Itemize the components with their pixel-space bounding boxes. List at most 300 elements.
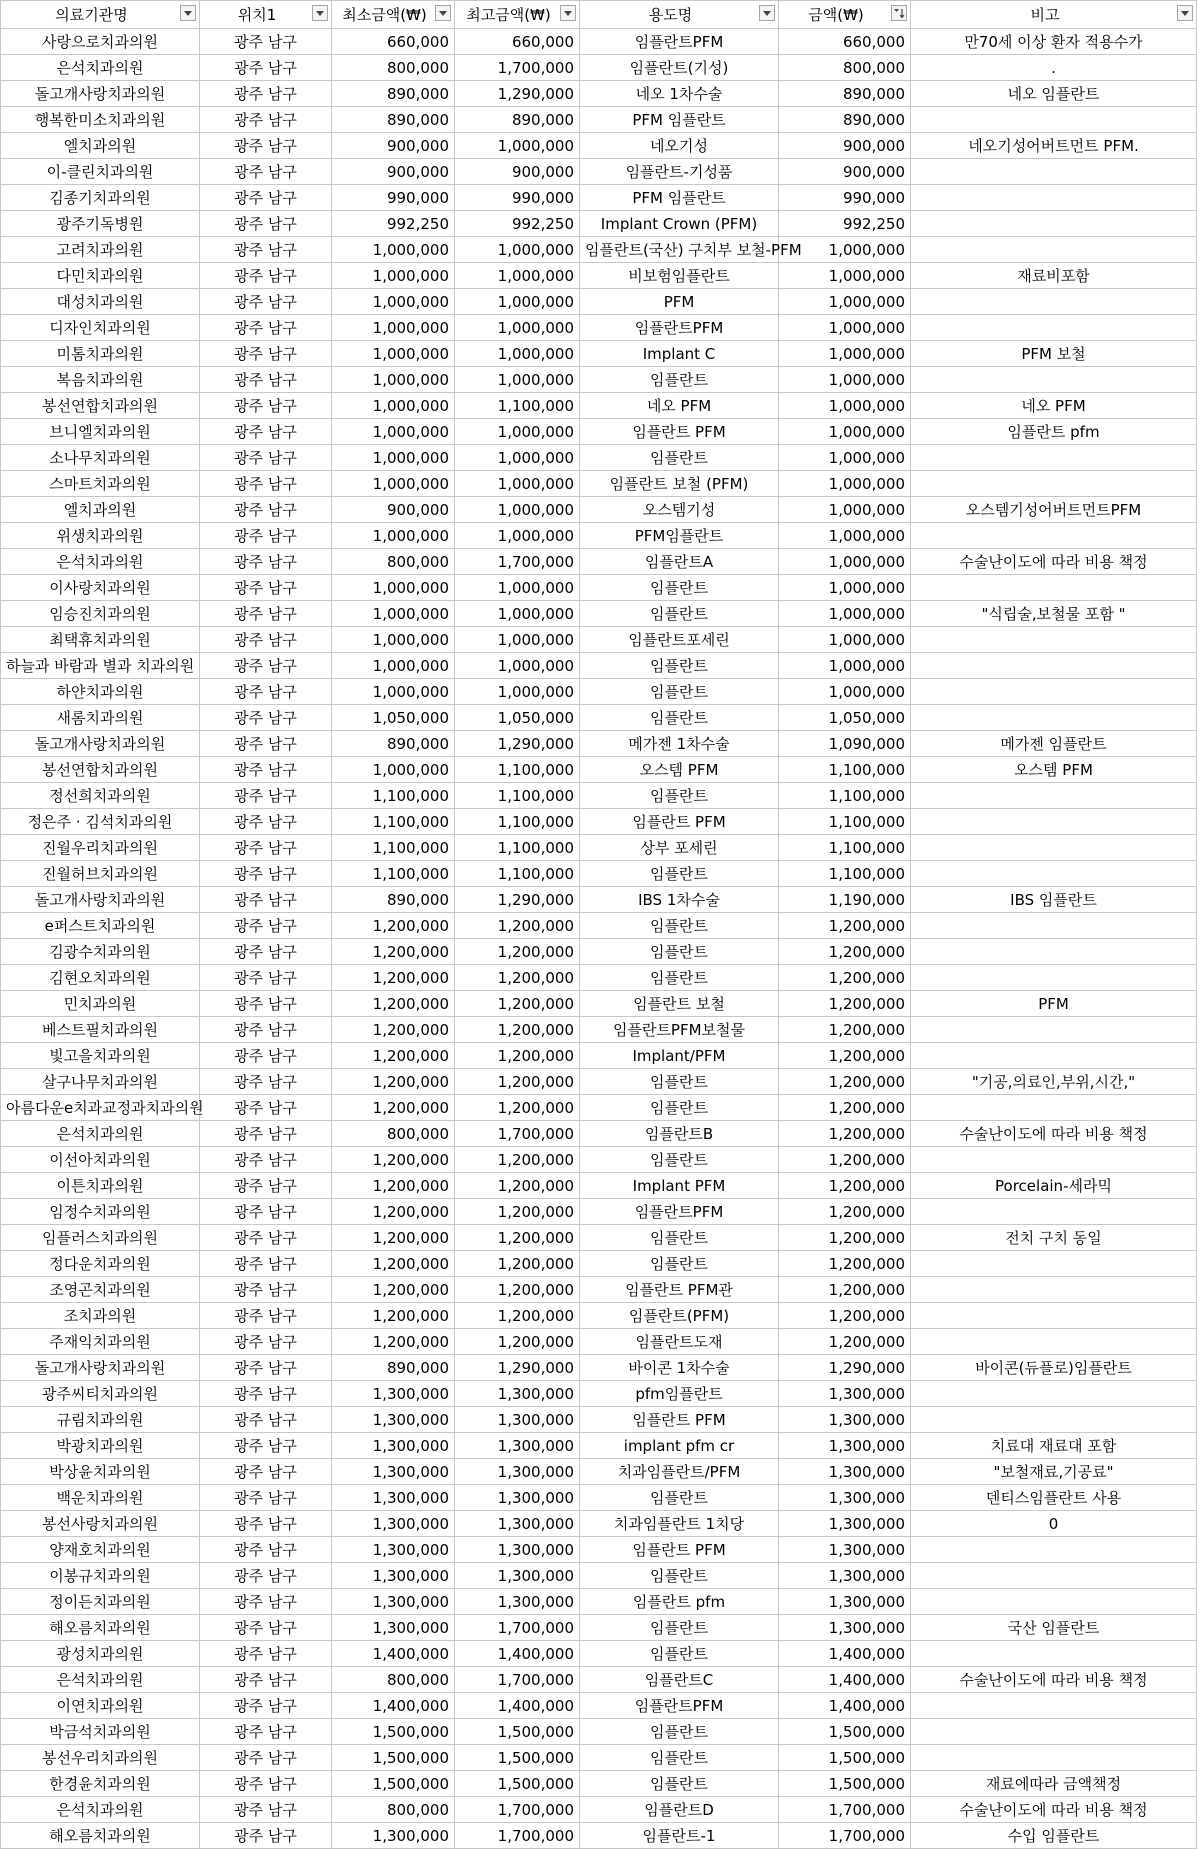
cell-usage[interactable]: 임플란트PFM xyxy=(580,1693,779,1719)
cell-min-price[interactable]: 1,000,000 xyxy=(332,575,455,601)
cell-max-price[interactable]: 1,500,000 xyxy=(455,1771,580,1797)
cell-remarks[interactable] xyxy=(911,913,1197,939)
cell-institution[interactable]: 돌고개사랑치과의원 xyxy=(1,1355,200,1381)
cell-location[interactable]: 광주 남구 xyxy=(200,185,332,211)
cell-usage[interactable]: IBS 1차수술 xyxy=(580,887,779,913)
cell-max-price[interactable]: 1,000,000 xyxy=(455,341,580,367)
column-header-remarks[interactable] xyxy=(911,1,1197,29)
cell-location[interactable]: 광주 남구 xyxy=(200,861,332,887)
cell-usage[interactable]: 바이콘 1차수술 xyxy=(580,1355,779,1381)
cell-max-price[interactable]: 1,000,000 xyxy=(455,653,580,679)
cell-max-price[interactable]: 1,200,000 xyxy=(455,1173,580,1199)
cell-usage[interactable]: 임플란트 xyxy=(580,705,779,731)
cell-usage[interactable]: 임플란트 xyxy=(580,1095,779,1121)
cell-amount[interactable]: 1,200,000 xyxy=(779,939,911,965)
cell-amount[interactable]: 1,300,000 xyxy=(779,1589,911,1615)
cell-remarks[interactable]: 네오 PFM xyxy=(911,393,1197,419)
cell-max-price[interactable]: 1,200,000 xyxy=(455,1069,580,1095)
cell-institution[interactable]: 다민치과의원 xyxy=(1,263,200,289)
cell-min-price[interactable]: 1,000,000 xyxy=(332,523,455,549)
cell-institution[interactable]: 백운치과의원 xyxy=(1,1485,200,1511)
cell-min-price[interactable]: 1,200,000 xyxy=(332,991,455,1017)
cell-amount[interactable]: 1,100,000 xyxy=(779,835,911,861)
cell-usage[interactable]: 임플란트D xyxy=(580,1797,779,1823)
cell-remarks[interactable] xyxy=(911,1641,1197,1667)
filter-dropdown-icon[interactable] xyxy=(560,5,576,21)
cell-max-price[interactable]: 1,000,000 xyxy=(455,679,580,705)
cell-location[interactable]: 광주 남구 xyxy=(200,211,332,237)
cell-amount[interactable]: 1,200,000 xyxy=(779,1277,911,1303)
cell-max-price[interactable]: 1,700,000 xyxy=(455,1615,580,1641)
cell-remarks[interactable] xyxy=(911,1095,1197,1121)
cell-max-price[interactable]: 1,200,000 xyxy=(455,1277,580,1303)
cell-usage[interactable]: 임플란트A xyxy=(580,549,779,575)
cell-min-price[interactable]: 1,200,000 xyxy=(332,1069,455,1095)
cell-amount[interactable]: 1,200,000 xyxy=(779,1043,911,1069)
cell-min-price[interactable]: 1,300,000 xyxy=(332,1563,455,1589)
cell-max-price[interactable]: 1,300,000 xyxy=(455,1537,580,1563)
cell-usage[interactable]: 임플란트C xyxy=(580,1667,779,1693)
cell-usage[interactable]: 임플란트 xyxy=(580,601,779,627)
cell-usage[interactable]: 메가젠 1차수술 xyxy=(580,731,779,757)
cell-max-price[interactable]: 1,200,000 xyxy=(455,1329,580,1355)
cell-amount[interactable]: 1,200,000 xyxy=(779,1121,911,1147)
cell-remarks[interactable]: "식립술,보철물 포함 " xyxy=(911,601,1197,627)
cell-location[interactable]: 광주 남구 xyxy=(200,1667,332,1693)
cell-max-price[interactable]: 1,000,000 xyxy=(455,523,580,549)
cell-min-price[interactable]: 1,000,000 xyxy=(332,367,455,393)
cell-usage[interactable]: 임플란트 보철 (PFM) xyxy=(580,471,779,497)
cell-institution[interactable]: 돌고개사랑치과의원 xyxy=(1,887,200,913)
cell-institution[interactable]: 아름다운e치과교정과치과의원 xyxy=(1,1095,200,1121)
cell-amount[interactable]: 900,000 xyxy=(779,159,911,185)
cell-amount[interactable]: 1,400,000 xyxy=(779,1641,911,1667)
cell-min-price[interactable]: 1,200,000 xyxy=(332,1017,455,1043)
cell-usage[interactable]: PFM임플란트 xyxy=(580,523,779,549)
cell-amount[interactable]: 1,200,000 xyxy=(779,1199,911,1225)
cell-min-price[interactable]: 1,300,000 xyxy=(332,1485,455,1511)
cell-location[interactable]: 광주 남구 xyxy=(200,1017,332,1043)
cell-usage[interactable]: 임플란트 xyxy=(580,1563,779,1589)
cell-amount[interactable]: 990,000 xyxy=(779,185,911,211)
cell-institution[interactable]: 해오름치과의원 xyxy=(1,1823,200,1849)
cell-min-price[interactable]: 1,000,000 xyxy=(332,419,455,445)
cell-location[interactable]: 광주 남구 xyxy=(200,55,332,81)
cell-usage[interactable]: 임플란트 PFM xyxy=(580,1407,779,1433)
cell-remarks[interactable]: "보철재료,기공료" xyxy=(911,1459,1197,1485)
cell-remarks[interactable] xyxy=(911,1537,1197,1563)
cell-min-price[interactable]: 1,200,000 xyxy=(332,1225,455,1251)
cell-amount[interactable]: 1,500,000 xyxy=(779,1719,911,1745)
cell-location[interactable]: 광주 남구 xyxy=(200,81,332,107)
cell-amount[interactable]: 1,500,000 xyxy=(779,1771,911,1797)
cell-max-price[interactable]: 1,200,000 xyxy=(455,991,580,1017)
cell-max-price[interactable]: 1,400,000 xyxy=(455,1641,580,1667)
cell-location[interactable]: 광주 남구 xyxy=(200,367,332,393)
cell-institution[interactable]: e퍼스트치과의원 xyxy=(1,913,200,939)
cell-institution[interactable]: 정은주 · 김석치과의원 xyxy=(1,809,200,835)
cell-location[interactable]: 광주 남구 xyxy=(200,1329,332,1355)
cell-location[interactable]: 광주 남구 xyxy=(200,1069,332,1095)
cell-remarks[interactable]: IBS 임플란트 xyxy=(911,887,1197,913)
cell-min-price[interactable]: 1,500,000 xyxy=(332,1745,455,1771)
cell-institution[interactable]: 은석치과의원 xyxy=(1,1121,200,1147)
cell-amount[interactable]: 800,000 xyxy=(779,55,911,81)
cell-location[interactable]: 광주 남구 xyxy=(200,1433,332,1459)
cell-institution[interactable]: 정선희치과의원 xyxy=(1,783,200,809)
cell-usage[interactable]: PFM xyxy=(580,289,779,315)
cell-min-price[interactable]: 1,000,000 xyxy=(332,601,455,627)
cell-usage[interactable]: 임플란트PFM xyxy=(580,29,779,55)
cell-amount[interactable]: 1,000,000 xyxy=(779,523,911,549)
cell-location[interactable]: 광주 남구 xyxy=(200,315,332,341)
cell-location[interactable]: 광주 남구 xyxy=(200,601,332,627)
cell-min-price[interactable]: 800,000 xyxy=(332,1121,455,1147)
cell-amount[interactable]: 1,000,000 xyxy=(779,237,911,263)
column-header-min-price[interactable] xyxy=(332,1,455,29)
cell-location[interactable]: 광주 남구 xyxy=(200,913,332,939)
cell-amount[interactable]: 1,000,000 xyxy=(779,445,911,471)
cell-remarks[interactable]: 수술난이도에 따라 비용 책정 xyxy=(911,549,1197,575)
cell-location[interactable]: 광주 남구 xyxy=(200,445,332,471)
cell-min-price[interactable]: 1,100,000 xyxy=(332,835,455,861)
cell-institution[interactable]: 임승진치과의원 xyxy=(1,601,200,627)
cell-min-price[interactable]: 890,000 xyxy=(332,1355,455,1381)
cell-usage[interactable]: 네오 PFM xyxy=(580,393,779,419)
cell-location[interactable]: 광주 남구 xyxy=(200,523,332,549)
cell-min-price[interactable]: 660,000 xyxy=(332,29,455,55)
cell-institution[interactable]: 민치과의원 xyxy=(1,991,200,1017)
cell-institution[interactable]: 김현오치과의원 xyxy=(1,965,200,991)
cell-min-price[interactable]: 1,000,000 xyxy=(332,393,455,419)
cell-location[interactable]: 광주 남구 xyxy=(200,575,332,601)
cell-usage[interactable]: 임플란트 xyxy=(580,965,779,991)
cell-institution[interactable]: 위생치과의원 xyxy=(1,523,200,549)
cell-location[interactable]: 광주 남구 xyxy=(200,887,332,913)
cell-remarks[interactable] xyxy=(911,965,1197,991)
cell-institution[interactable]: 하얀치과의원 xyxy=(1,679,200,705)
cell-remarks[interactable]: 덴티스임플란트 사용 xyxy=(911,1485,1197,1511)
cell-max-price[interactable]: 1,200,000 xyxy=(455,1303,580,1329)
cell-amount[interactable]: 1,300,000 xyxy=(779,1563,911,1589)
cell-remarks[interactable]: PFM 보철 xyxy=(911,341,1197,367)
cell-min-price[interactable]: 1,000,000 xyxy=(332,237,455,263)
cell-amount[interactable]: 1,200,000 xyxy=(779,1251,911,1277)
cell-max-price[interactable]: 1,700,000 xyxy=(455,1797,580,1823)
cell-max-price[interactable]: 1,200,000 xyxy=(455,913,580,939)
cell-remarks[interactable]: Porcelain-세라믹 xyxy=(911,1173,1197,1199)
cell-remarks[interactable] xyxy=(911,939,1197,965)
cell-location[interactable]: 광주 남구 xyxy=(200,1823,332,1849)
cell-institution[interactable]: 새롬치과의원 xyxy=(1,705,200,731)
cell-amount[interactable]: 660,000 xyxy=(779,29,911,55)
cell-remarks[interactable]: 바이콘(듀플로)임플란트 xyxy=(911,1355,1197,1381)
cell-location[interactable]: 광주 남구 xyxy=(200,237,332,263)
cell-amount[interactable]: 1,200,000 xyxy=(779,1173,911,1199)
cell-usage[interactable]: 임플란트(기성) xyxy=(580,55,779,81)
cell-amount[interactable]: 1,100,000 xyxy=(779,861,911,887)
cell-remarks[interactable] xyxy=(911,289,1197,315)
cell-remarks[interactable] xyxy=(911,809,1197,835)
cell-location[interactable]: 광주 남구 xyxy=(200,835,332,861)
cell-remarks[interactable]: 네오 임플란트 xyxy=(911,81,1197,107)
cell-min-price[interactable]: 1,200,000 xyxy=(332,1303,455,1329)
cell-institution[interactable]: 돌고개사랑치과의원 xyxy=(1,81,200,107)
cell-usage[interactable]: implant pfm cr xyxy=(580,1433,779,1459)
column-header-amount[interactable] xyxy=(779,1,911,29)
cell-usage[interactable]: 임플란트 xyxy=(580,575,779,601)
cell-usage[interactable]: 임플란트 xyxy=(580,913,779,939)
cell-min-price[interactable]: 1,100,000 xyxy=(332,809,455,835)
cell-institution[interactable]: 봉선연합치과의원 xyxy=(1,757,200,783)
cell-location[interactable]: 광주 남구 xyxy=(200,1225,332,1251)
cell-max-price[interactable]: 1,200,000 xyxy=(455,1043,580,1069)
cell-usage[interactable]: 임플란트-1 xyxy=(580,1823,779,1849)
cell-institution[interactable]: 은석치과의원 xyxy=(1,549,200,575)
cell-remarks[interactable]: 재료에따라 금액책정 xyxy=(911,1771,1197,1797)
cell-min-price[interactable]: 800,000 xyxy=(332,549,455,575)
column-header-max-price[interactable] xyxy=(455,1,580,29)
cell-location[interactable]: 광주 남구 xyxy=(200,1199,332,1225)
cell-min-price[interactable]: 1,050,000 xyxy=(332,705,455,731)
cell-location[interactable]: 광주 남구 xyxy=(200,1485,332,1511)
cell-location[interactable]: 광주 남구 xyxy=(200,1381,332,1407)
cell-location[interactable]: 광주 남구 xyxy=(200,549,332,575)
cell-max-price[interactable]: 1,200,000 xyxy=(455,1095,580,1121)
cell-location[interactable]: 광주 남구 xyxy=(200,627,332,653)
cell-max-price[interactable]: 1,500,000 xyxy=(455,1719,580,1745)
cell-amount[interactable]: 1,090,000 xyxy=(779,731,911,757)
cell-amount[interactable]: 1,300,000 xyxy=(779,1537,911,1563)
cell-min-price[interactable]: 1,500,000 xyxy=(332,1771,455,1797)
cell-remarks[interactable]: 수술난이도에 따라 비용 책정 xyxy=(911,1667,1197,1693)
cell-remarks[interactable]: 전치 구치 동일 xyxy=(911,1225,1197,1251)
cell-usage[interactable]: 임플란트 PFM xyxy=(580,809,779,835)
cell-amount[interactable]: 992,250 xyxy=(779,211,911,237)
cell-max-price[interactable]: 1,300,000 xyxy=(455,1407,580,1433)
cell-min-price[interactable]: 1,200,000 xyxy=(332,1277,455,1303)
cell-usage[interactable]: 임플란트 xyxy=(580,653,779,679)
cell-remarks[interactable] xyxy=(911,1251,1197,1277)
cell-institution[interactable]: 규림치과의원 xyxy=(1,1407,200,1433)
cell-amount[interactable]: 1,200,000 xyxy=(779,1329,911,1355)
cell-amount[interactable]: 1,300,000 xyxy=(779,1459,911,1485)
cell-max-price[interactable]: 1,000,000 xyxy=(455,471,580,497)
cell-remarks[interactable] xyxy=(911,1407,1197,1433)
cell-institution[interactable]: 정다운치과의원 xyxy=(1,1251,200,1277)
cell-institution[interactable]: 엘치과의원 xyxy=(1,497,200,523)
cell-institution[interactable]: 베스트필치과의원 xyxy=(1,1017,200,1043)
cell-usage[interactable]: 임플란트-기성품 xyxy=(580,159,779,185)
cell-max-price[interactable]: 900,000 xyxy=(455,159,580,185)
cell-min-price[interactable]: 1,300,000 xyxy=(332,1407,455,1433)
cell-min-price[interactable]: 1,000,000 xyxy=(332,263,455,289)
cell-institution[interactable]: 김종기치과의원 xyxy=(1,185,200,211)
cell-min-price[interactable]: 1,000,000 xyxy=(332,315,455,341)
cell-usage[interactable]: pfm임플란트 xyxy=(580,1381,779,1407)
cell-usage[interactable]: 임플란트 xyxy=(580,783,779,809)
cell-min-price[interactable]: 1,200,000 xyxy=(332,1043,455,1069)
cell-max-price[interactable]: 1,000,000 xyxy=(455,601,580,627)
cell-usage[interactable]: 임플란트포세린 xyxy=(580,627,779,653)
cell-max-price[interactable]: 1,500,000 xyxy=(455,1745,580,1771)
cell-max-price[interactable]: 1,700,000 xyxy=(455,549,580,575)
cell-min-price[interactable]: 900,000 xyxy=(332,159,455,185)
cell-amount[interactable]: 1,300,000 xyxy=(779,1381,911,1407)
cell-institution[interactable]: 광주씨티치과의원 xyxy=(1,1381,200,1407)
cell-max-price[interactable]: 1,100,000 xyxy=(455,783,580,809)
cell-usage[interactable]: 임플란트 xyxy=(580,1719,779,1745)
cell-remarks[interactable]: 임플란트 pfm xyxy=(911,419,1197,445)
cell-institution[interactable]: 정이든치과의원 xyxy=(1,1589,200,1615)
cell-min-price[interactable]: 1,300,000 xyxy=(332,1537,455,1563)
cell-amount[interactable]: 1,200,000 xyxy=(779,1147,911,1173)
cell-location[interactable]: 광주 남구 xyxy=(200,159,332,185)
cell-max-price[interactable]: 1,200,000 xyxy=(455,939,580,965)
cell-min-price[interactable]: 890,000 xyxy=(332,81,455,107)
cell-usage[interactable]: 오스템 PFM xyxy=(580,757,779,783)
cell-min-price[interactable]: 1,300,000 xyxy=(332,1459,455,1485)
cell-usage[interactable]: 임플란트 xyxy=(580,445,779,471)
cell-location[interactable]: 광주 남구 xyxy=(200,1173,332,1199)
cell-institution[interactable]: 스마트치과의원 xyxy=(1,471,200,497)
cell-institution[interactable]: 디자인치과의원 xyxy=(1,315,200,341)
filter-dropdown-icon[interactable] xyxy=(435,5,451,21)
cell-max-price[interactable]: 1,000,000 xyxy=(455,627,580,653)
cell-location[interactable]: 광주 남구 xyxy=(200,731,332,757)
cell-max-price[interactable]: 1,100,000 xyxy=(455,861,580,887)
cell-usage[interactable]: 임플란트 xyxy=(580,1485,779,1511)
cell-institution[interactable]: 박금석치과의원 xyxy=(1,1719,200,1745)
cell-institution[interactable]: 행복한미소치과의원 xyxy=(1,107,200,133)
cell-max-price[interactable]: 1,100,000 xyxy=(455,757,580,783)
cell-institution[interactable]: 은석치과의원 xyxy=(1,1667,200,1693)
cell-location[interactable]: 광주 남구 xyxy=(200,1745,332,1771)
cell-institution[interactable]: 최택휴치과의원 xyxy=(1,627,200,653)
cell-max-price[interactable]: 1,200,000 xyxy=(455,1147,580,1173)
cell-remarks[interactable] xyxy=(911,861,1197,887)
cell-location[interactable]: 광주 남구 xyxy=(200,705,332,731)
cell-min-price[interactable]: 1,000,000 xyxy=(332,757,455,783)
cell-location[interactable]: 광주 남구 xyxy=(200,1771,332,1797)
cell-min-price[interactable]: 890,000 xyxy=(332,731,455,757)
cell-max-price[interactable]: 1,290,000 xyxy=(455,731,580,757)
cell-usage[interactable]: 임플란트 PFM xyxy=(580,1537,779,1563)
cell-max-price[interactable]: 1,300,000 xyxy=(455,1511,580,1537)
cell-amount[interactable]: 1,300,000 xyxy=(779,1407,911,1433)
cell-institution[interactable]: 조치과의원 xyxy=(1,1303,200,1329)
filter-dropdown-icon[interactable] xyxy=(1177,5,1193,21)
cell-min-price[interactable]: 1,400,000 xyxy=(332,1693,455,1719)
cell-min-price[interactable]: 1,300,000 xyxy=(332,1615,455,1641)
cell-min-price[interactable]: 900,000 xyxy=(332,133,455,159)
cell-institution[interactable]: 살구나무치과의원 xyxy=(1,1069,200,1095)
cell-location[interactable]: 광주 남구 xyxy=(200,1095,332,1121)
cell-max-price[interactable]: 1,000,000 xyxy=(455,315,580,341)
cell-amount[interactable]: 1,000,000 xyxy=(779,575,911,601)
cell-location[interactable]: 광주 남구 xyxy=(200,1641,332,1667)
cell-location[interactable]: 광주 남구 xyxy=(200,289,332,315)
cell-min-price[interactable]: 1,300,000 xyxy=(332,1511,455,1537)
cell-amount[interactable]: 1,000,000 xyxy=(779,653,911,679)
cell-usage[interactable]: Implant PFM xyxy=(580,1173,779,1199)
cell-usage[interactable]: 임플란트 xyxy=(580,1771,779,1797)
cell-max-price[interactable]: 1,100,000 xyxy=(455,393,580,419)
cell-location[interactable]: 광주 남구 xyxy=(200,1563,332,1589)
cell-min-price[interactable]: 1,200,000 xyxy=(332,1251,455,1277)
cell-min-price[interactable]: 900,000 xyxy=(332,497,455,523)
cell-usage[interactable]: 임플란트 xyxy=(580,1069,779,1095)
column-header-institution[interactable] xyxy=(1,1,200,29)
cell-location[interactable]: 광주 남구 xyxy=(200,471,332,497)
cell-max-price[interactable]: 1,300,000 xyxy=(455,1589,580,1615)
filter-dropdown-icon[interactable] xyxy=(180,5,196,21)
cell-usage[interactable]: 임플란트 xyxy=(580,1225,779,1251)
cell-institution[interactable]: 이사랑치과의원 xyxy=(1,575,200,601)
cell-institution[interactable]: 사랑으로치과의원 xyxy=(1,29,200,55)
cell-amount[interactable]: 1,200,000 xyxy=(779,1225,911,1251)
cell-amount[interactable]: 1,100,000 xyxy=(779,809,911,835)
cell-institution[interactable]: 이-클린치과의원 xyxy=(1,159,200,185)
cell-remarks[interactable]: 메가젠 임플란트 xyxy=(911,731,1197,757)
cell-amount[interactable]: 1,000,000 xyxy=(779,393,911,419)
cell-min-price[interactable]: 1,200,000 xyxy=(332,913,455,939)
cell-institution[interactable]: 소나무치과의원 xyxy=(1,445,200,471)
cell-max-price[interactable]: 1,700,000 xyxy=(455,1823,580,1849)
cell-location[interactable]: 광주 남구 xyxy=(200,679,332,705)
cell-amount[interactable]: 1,100,000 xyxy=(779,757,911,783)
cell-remarks[interactable]: PFM xyxy=(911,991,1197,1017)
cell-remarks[interactable] xyxy=(911,835,1197,861)
cell-remarks[interactable]: 0 xyxy=(911,1511,1197,1537)
cell-remarks[interactable] xyxy=(911,471,1197,497)
cell-usage[interactable]: 네오기성 xyxy=(580,133,779,159)
cell-institution[interactable]: 광주기독병원 xyxy=(1,211,200,237)
cell-institution[interactable]: 은석치과의원 xyxy=(1,55,200,81)
cell-institution[interactable]: 진월우리치과의원 xyxy=(1,835,200,861)
cell-location[interactable]: 광주 남구 xyxy=(200,419,332,445)
cell-remarks[interactable] xyxy=(911,1381,1197,1407)
cell-amount[interactable]: 1,190,000 xyxy=(779,887,911,913)
sort-ascending-filter-icon[interactable] xyxy=(891,5,907,21)
cell-usage[interactable]: PFM 임플란트 xyxy=(580,107,779,133)
cell-amount[interactable]: 1,200,000 xyxy=(779,1069,911,1095)
cell-amount[interactable]: 890,000 xyxy=(779,81,911,107)
cell-remarks[interactable] xyxy=(911,1199,1197,1225)
cell-usage[interactable]: 네오 1차수술 xyxy=(580,81,779,107)
cell-remarks[interactable] xyxy=(911,1017,1197,1043)
cell-min-price[interactable]: 1,200,000 xyxy=(332,1173,455,1199)
cell-location[interactable]: 광주 남구 xyxy=(200,1589,332,1615)
cell-min-price[interactable]: 1,300,000 xyxy=(332,1589,455,1615)
cell-institution[interactable]: 조영곤치과의원 xyxy=(1,1277,200,1303)
cell-amount[interactable]: 1,100,000 xyxy=(779,783,911,809)
cell-min-price[interactable]: 1,000,000 xyxy=(332,627,455,653)
cell-min-price[interactable]: 800,000 xyxy=(332,55,455,81)
cell-remarks[interactable]: 재료비포함 xyxy=(911,263,1197,289)
cell-remarks[interactable] xyxy=(911,705,1197,731)
cell-usage[interactable]: 임플란트(국산) 구치부 보철-PFM xyxy=(580,237,779,263)
cell-location[interactable]: 광주 남구 xyxy=(200,1251,332,1277)
cell-amount[interactable]: 1,000,000 xyxy=(779,497,911,523)
cell-min-price[interactable]: 890,000 xyxy=(332,887,455,913)
cell-location[interactable]: 광주 남구 xyxy=(200,393,332,419)
cell-usage[interactable]: 비보험임플란트 xyxy=(580,263,779,289)
cell-location[interactable]: 광주 남구 xyxy=(200,1797,332,1823)
cell-amount[interactable]: 1,000,000 xyxy=(779,289,911,315)
cell-min-price[interactable]: 1,000,000 xyxy=(332,471,455,497)
cell-min-price[interactable]: 1,500,000 xyxy=(332,1719,455,1745)
